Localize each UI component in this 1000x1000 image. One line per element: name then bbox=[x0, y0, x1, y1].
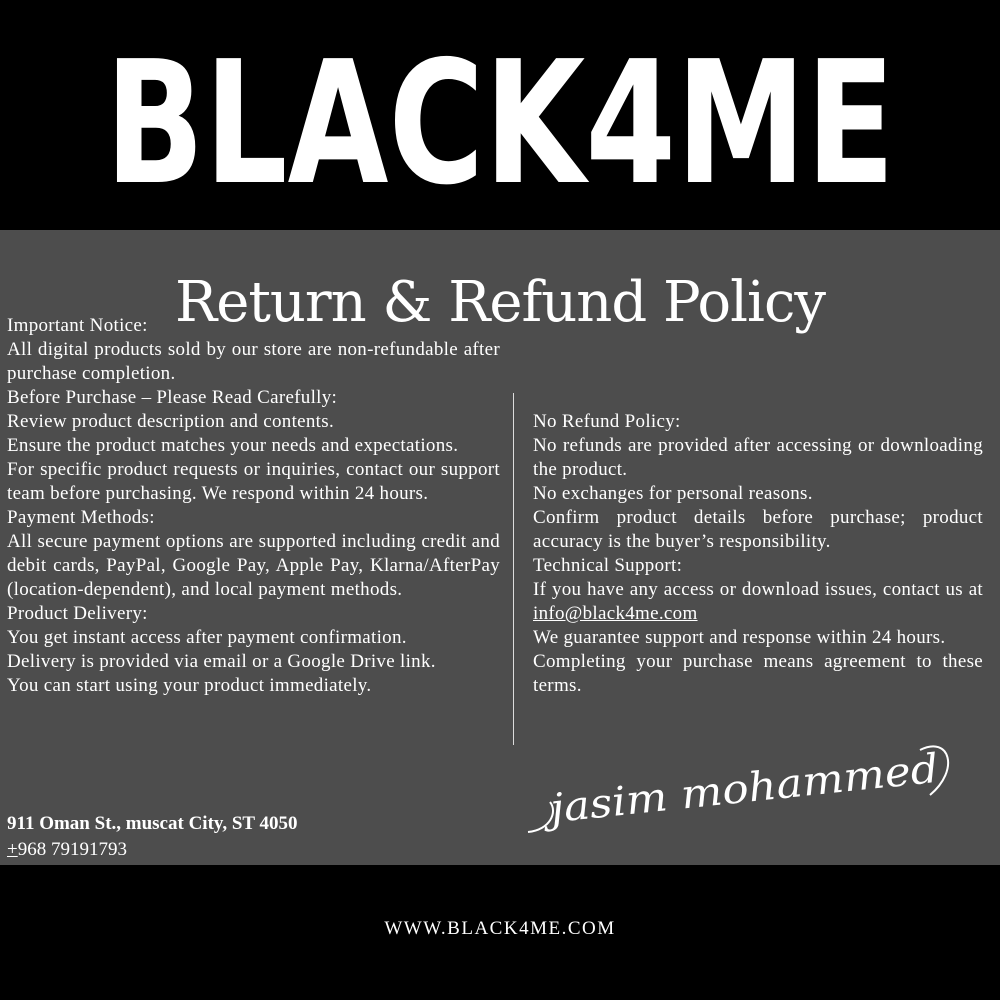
policy-line: Review product description and contents. bbox=[7, 411, 335, 432]
phone-number[interactable] bbox=[7, 838, 127, 862]
right-policy-column bbox=[533, 410, 983, 698]
phone-plus: + bbox=[7, 839, 18, 860]
support-line bbox=[533, 578, 983, 626]
policy-line: Delivery is provided via email or a Google Drive link. bbox=[7, 651, 436, 672]
policy-line: Technical Support: bbox=[533, 555, 683, 576]
policy-line: We guarantee support and response within 24 hours. bbox=[533, 627, 946, 648]
page-title: Return & Refund Policy bbox=[175, 269, 825, 335]
policy-line: You get instant access after payment confirmation. bbox=[7, 627, 407, 648]
policy-line: Product Delivery: bbox=[7, 603, 148, 624]
policy-line: Payment Methods: bbox=[7, 507, 155, 528]
policy-line: All secure payment options are supported including credit and debit cards, PayPal, Google Pay, Apple Pay, Klarna/AfterPay (location-dependent), and local payment methods. bbox=[7, 531, 500, 600]
policy-line: Important Notice: bbox=[7, 315, 148, 336]
signature-text: jasim mohammed bbox=[548, 749, 908, 833]
left-policy-column bbox=[7, 314, 500, 698]
policy-line: You can start using your product immediately. bbox=[7, 675, 372, 696]
support-prefix: If you have any access or download issues, contact us at bbox=[533, 579, 983, 600]
policy-line: Completing your purchase means agreement to these terms. bbox=[533, 651, 983, 696]
policy-line: For specific product requests or inquiries, contact our support team before purchasing. We respond within 24 hours. bbox=[7, 459, 500, 504]
policy-line: No refunds are provided after accessing or downloading the product. bbox=[533, 435, 983, 480]
brand-logo-text: BLACK4ME bbox=[105, 25, 895, 223]
address: 911 Oman St., muscat City, ST 4050 bbox=[7, 813, 298, 834]
phone-digits: 968 79191793 bbox=[17, 839, 127, 860]
policy-line: Confirm product details before purchase; product accuracy is the buyer’s responsibility. bbox=[533, 507, 983, 552]
column-divider bbox=[513, 393, 514, 745]
policy-line: No exchanges for personal reasons. bbox=[533, 483, 813, 504]
support-email-link[interactable]: info@black4me.com bbox=[533, 603, 698, 624]
policy-line: Before Purchase – Please Read Carefully: bbox=[7, 387, 338, 408]
signature bbox=[520, 740, 970, 850]
policy-line: All digital products sold by our store are non-refundable after purchase completion. bbox=[7, 339, 500, 384]
header-banner bbox=[0, 0, 1000, 230]
policy-line: Ensure the product matches your needs and expectations. bbox=[7, 435, 459, 456]
website-url[interactable]: WWW.BLACK4ME.COM bbox=[384, 918, 616, 939]
brand-logo bbox=[0, 0, 1000, 230]
policy-line: No Refund Policy: bbox=[533, 411, 681, 432]
